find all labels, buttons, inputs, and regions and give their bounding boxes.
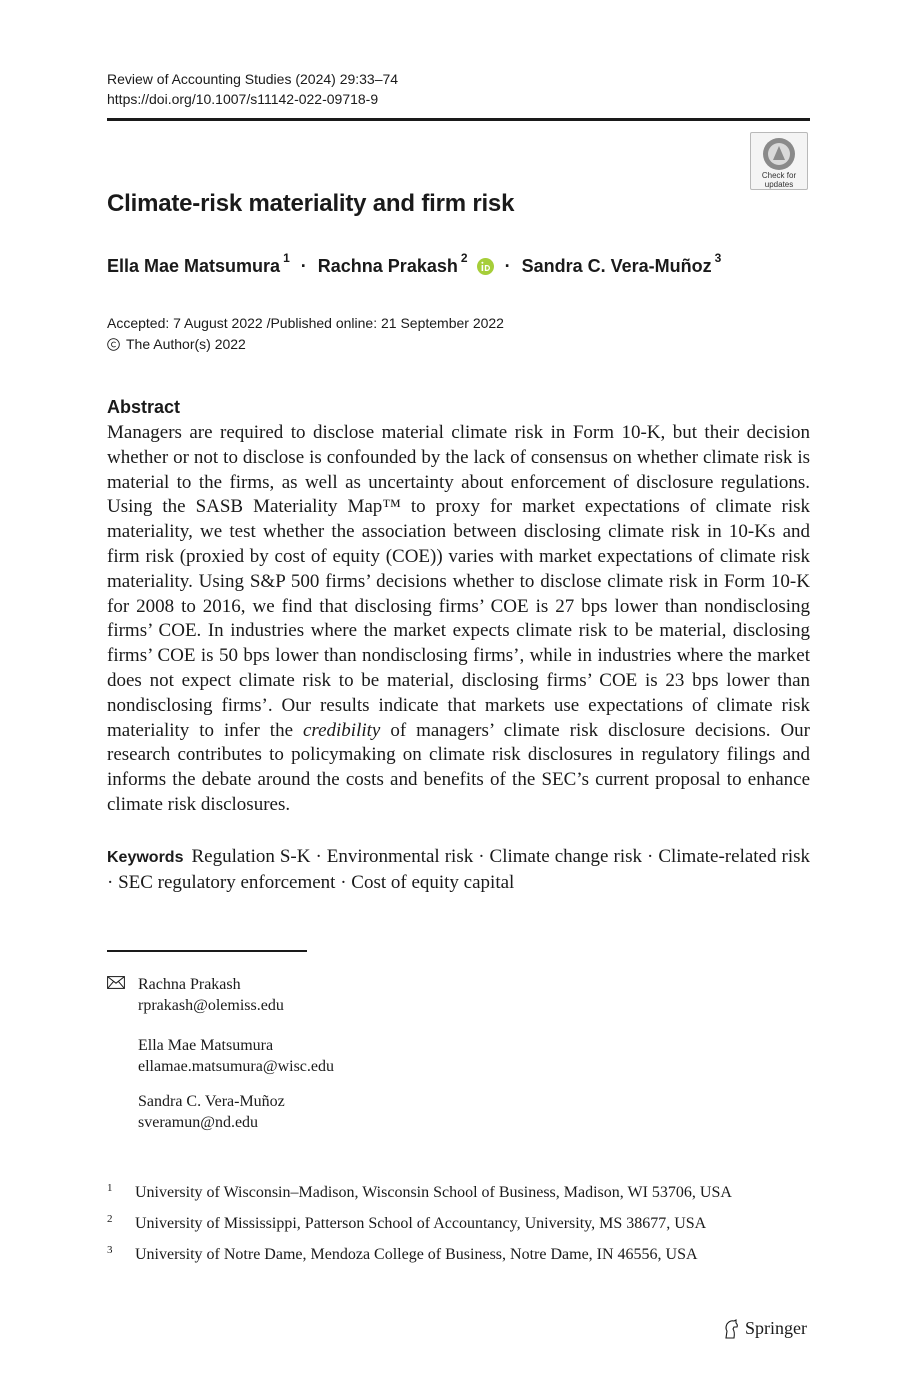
abstract-emphasis: credibility <box>302 719 381 741</box>
footnote-rule <box>107 950 307 952</box>
contact-name: Ella Mae Matsumura <box>138 1037 274 1054</box>
keywords-section <box>107 844 810 895</box>
journal-citation: Review of Accounting Studies (2024) 29:33–74 <box>107 71 399 87</box>
author-affil-ref: 1 <box>283 251 290 265</box>
publisher-logo <box>722 1318 807 1339</box>
journal-header <box>107 69 398 109</box>
abstract-body <box>107 421 810 818</box>
envelope-icon <box>107 976 125 989</box>
keywords-label: Keywords <box>107 849 184 866</box>
header-rule <box>107 118 810 121</box>
contact-email[interactable]: rprakash@olemiss.edu <box>138 997 284 1014</box>
affiliation-text: University of Wisconsin–Madison, Wisconsin School of Business, Madison, WI 53706, USA <box>135 1184 732 1201</box>
author-name[interactable]: Ella Mae Matsumura <box>107 256 281 276</box>
check-updates-label-2: updates <box>764 180 794 189</box>
contact-name: Sandra C. Vera-Muñoz <box>138 1093 285 1110</box>
contact-email[interactable]: sveramun@nd.edu <box>138 1114 259 1131</box>
author-name[interactable]: Rachna Prakash <box>317 256 458 276</box>
contact-entry <box>138 1035 334 1077</box>
contact-name: Rachna Prakash <box>138 976 241 993</box>
author-separator: · <box>300 256 307 276</box>
doi-link[interactable]: https://doi.org/10.1007/s11142-022-09718-9 <box>107 91 379 107</box>
article-title: Climate-risk materiality and firm risk <box>107 190 515 217</box>
contact-email[interactable]: ellamae.matsumura@wisc.edu <box>138 1058 334 1075</box>
accepted-date: Accepted: 7 August 2022 <box>107 315 263 331</box>
abstract-text-part1: Managers are required to disclose material climate risk in Form 10-K, but their decision whether or not to disclose is confounded by the lack of consensus on whether climate risk is material to the firms, as well as uncertainty about enforcement of disclosure regulations. Using the SASB Materiality Map™ to proxy for market expectations of climate risk materiality, we test whether the association between disclosing climate risk in 10-Ks and firm risk (proxied by cost of equity (COE)) varies with market expectations of climate risk materiality. Using S&P 500 firms’ decisions whether to disclose climate risk in Form 10-K for 2008 to 2016, we find that disclosing firms’ COE is 27 bps lower than nondisclosing firms’ COE. In industries where the market expects climate risk to be material, disclosing firms’ COE is 50 bps lower than nondisclosing firms’, while in industries where the market does not expect climate risk to be material, disclosing firms’ COE is 23 bps lower than nondisclosing firms’. Our results indicate that markets use expectations of climate risk materiality to infer the <box>107 422 810 741</box>
check-updates-label-1: Check for <box>761 171 797 180</box>
contact-entry <box>138 1091 285 1133</box>
abstract-text-part2: of managers’ climate risk disclosure decisions. Our research contributes to policymaking on climate risk disclosures in regulatory filings and informs the debate around the costs and benefits of the SEC’s current proposal to enhance climate risk disclosures. <box>107 719 811 815</box>
publisher-name: Springer <box>745 1318 807 1338</box>
author-separator: · <box>504 256 511 276</box>
orcid-icon[interactable] <box>477 258 494 275</box>
affiliation <box>107 1209 706 1234</box>
affiliation <box>107 1240 698 1265</box>
affiliation <box>107 1178 732 1203</box>
keywords-list: Regulation S-K · Environmental risk · Climate change risk · Climate-related risk · SEC regulatory enforcement · Cost of equity capital <box>107 846 810 893</box>
check-for-updates-button[interactable] <box>750 132 808 190</box>
affiliation-number: 2 <box>107 1213 113 1225</box>
check-updates-icon <box>762 137 796 171</box>
author-name[interactable]: Sandra C. Vera-Muñoz <box>521 256 712 276</box>
affiliation-text: University of Notre Dame, Mendoza College of Business, Notre Dame, IN 46556, USA <box>135 1246 698 1263</box>
copyright-text: The Author(s) 2022 <box>126 336 246 352</box>
author-affil-ref: 2 <box>460 251 468 265</box>
contact-entry <box>138 974 284 1016</box>
affiliation-number: 3 <box>107 1244 113 1256</box>
abstract-heading: Abstract <box>107 397 181 417</box>
author-affil-ref: 3 <box>714 251 722 265</box>
springer-horse-icon <box>722 1319 740 1339</box>
copyright-icon <box>107 338 120 351</box>
publication-dates <box>107 313 504 355</box>
published-date: /Published online: 21 September 2022 <box>266 315 504 331</box>
author-list <box>107 251 722 277</box>
affiliation-number: 1 <box>107 1182 113 1194</box>
affiliation-text: University of Mississippi, Patterson School of Accountancy, University, MS 38677, USA <box>135 1215 707 1232</box>
